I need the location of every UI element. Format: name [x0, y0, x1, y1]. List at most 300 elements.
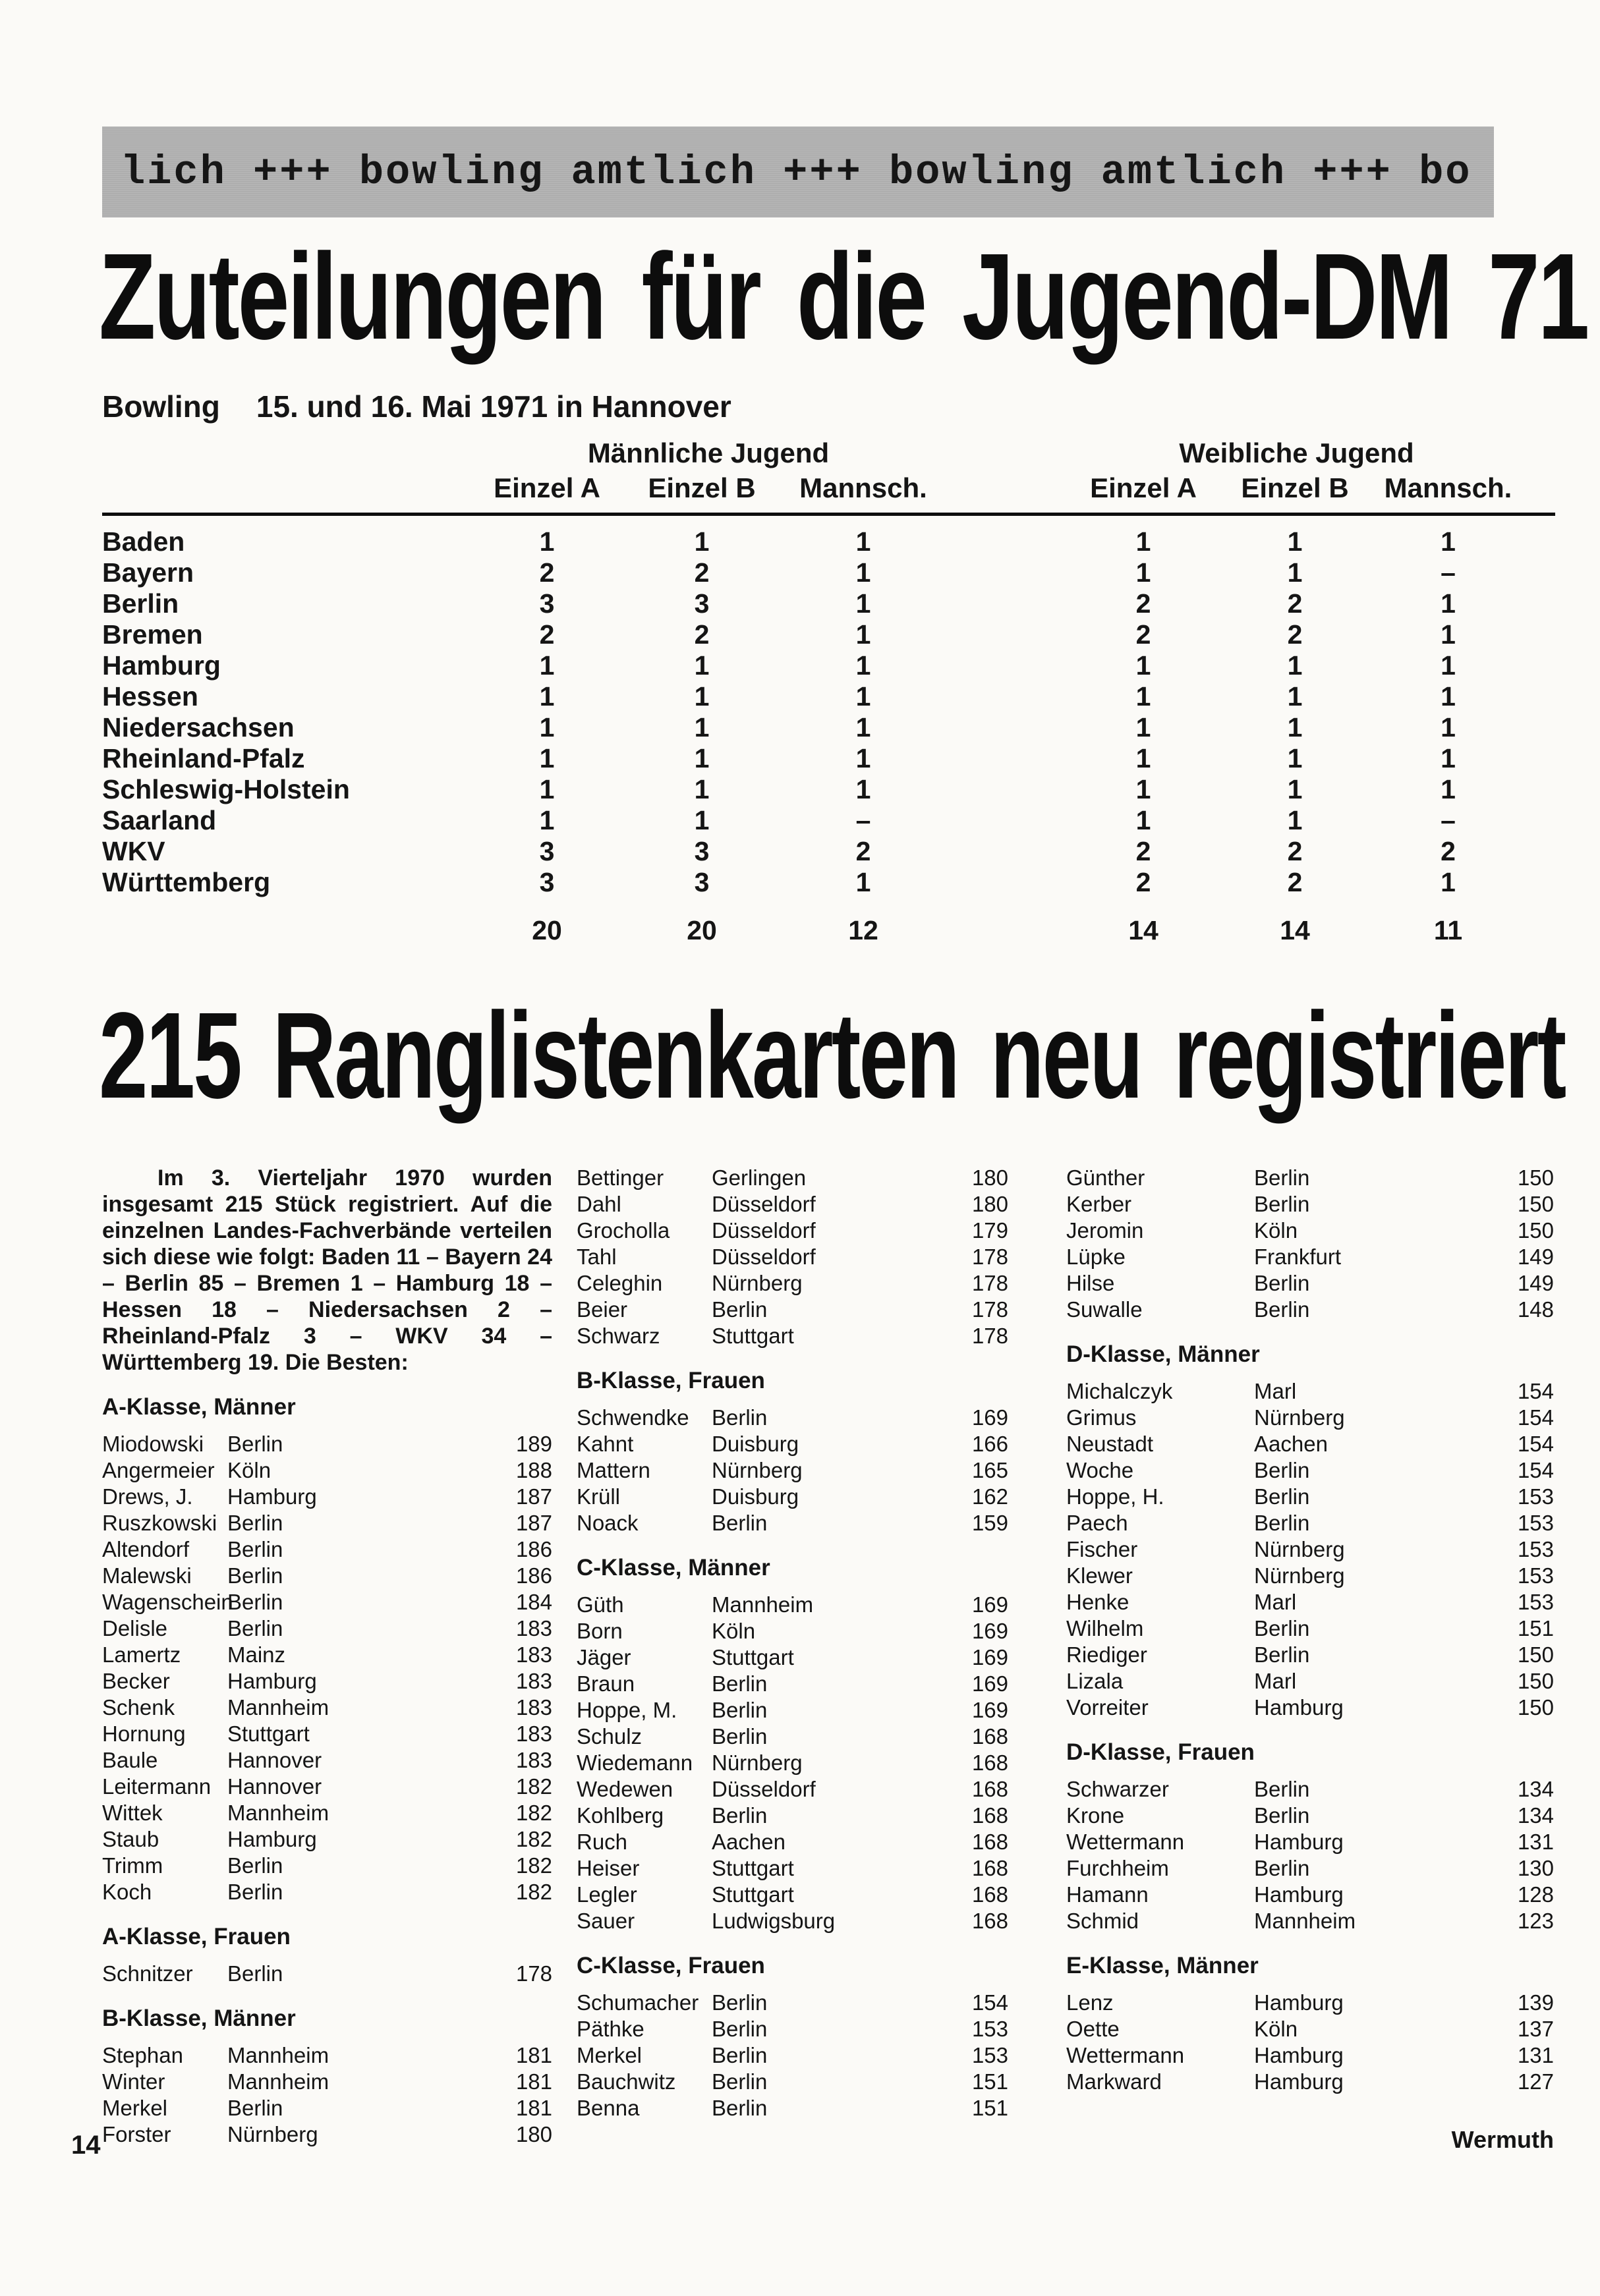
player-city: Berlin: [1254, 1642, 1310, 1667]
ranking-entry: [102, 1642, 552, 1668]
subheader-m-mannsch: Mannsch.: [799, 472, 927, 503]
ranking-entry: [577, 1405, 1008, 1431]
player-city: Mannheim: [227, 1695, 329, 1720]
bundesland-label: Bremen: [102, 619, 203, 650]
player-score: 178: [971, 1297, 1008, 1322]
player-name: Suwalle: [1066, 1297, 1143, 1322]
player-name: Grimus: [1066, 1405, 1137, 1430]
player-score: 182: [515, 1880, 552, 1904]
player-name: Markward: [1066, 2069, 1162, 2094]
player-score: 154: [1517, 1405, 1554, 1430]
w-einzel-a-value: 1: [1135, 557, 1151, 588]
player-name: Krüll: [577, 1484, 621, 1509]
player-name: Schenk: [102, 1695, 175, 1720]
player-name: Päthke: [577, 2017, 644, 2041]
ranking-entry: [102, 1774, 552, 1800]
ranking-entry: [577, 1644, 1008, 1671]
player-city: Berlin: [227, 1880, 283, 1904]
player-name: Ruszkowski: [102, 1511, 217, 1535]
player-city: Berlin: [227, 1961, 283, 1986]
w-einzel-a-value: 1: [1135, 526, 1151, 557]
group-header-weibliche-jugend: Weibliche Jugend: [1179, 437, 1414, 468]
player-score: 153: [1517, 1590, 1554, 1614]
ranking-entry: [577, 1323, 1008, 1349]
ranking-entry: [102, 1536, 552, 1563]
article1-title: Zuteilungen für die Jugend-DM 71: [99, 229, 1588, 365]
player-score: 187: [515, 1511, 552, 1535]
player-city: Hannover: [227, 1748, 322, 1772]
player-name: Wettermann: [1066, 1830, 1185, 1854]
ranking-entry: [577, 1723, 1008, 1750]
ranking-entry: [1066, 1829, 1554, 1855]
player-score: 162: [971, 1484, 1008, 1509]
klasse-header: A-Klasse, Männer: [102, 1394, 296, 1420]
player-name: Dahl: [577, 1192, 621, 1216]
player-name: Wiedemann: [577, 1750, 693, 1775]
total-w-einzel-a: 14: [1128, 915, 1158, 945]
player-city: Köln: [1254, 1218, 1298, 1243]
player-city: Hamburg: [1254, 1882, 1344, 1907]
m-mannsch-value: 1: [855, 774, 871, 804]
player-score: 168: [971, 1724, 1008, 1749]
player-score: 134: [1517, 1777, 1554, 1801]
w-mannsch-value: 1: [1441, 619, 1456, 650]
ranking-entry: [102, 2095, 552, 2121]
player-name: Schwarz: [577, 1324, 660, 1348]
player-score: 182: [515, 1801, 552, 1825]
player-name: Benna: [577, 2096, 640, 2120]
player-score: 183: [515, 1669, 552, 1693]
player-city: Düsseldorf: [712, 1777, 816, 1801]
w-einzel-a-value: 1: [1135, 805, 1151, 835]
klasse-header: D-Klasse, Männer: [1066, 1341, 1260, 1367]
ranking-entry: [577, 1165, 1008, 1191]
m-mannsch-value: 1: [855, 712, 871, 742]
player-city: Berlin: [712, 2096, 768, 2120]
player-name: Altendorf: [102, 1537, 190, 1561]
page-number: 14: [71, 2131, 101, 2160]
ranking-entry: [577, 1990, 1008, 2016]
player-name: Wagenschein: [102, 1590, 233, 1614]
player-score: 181: [515, 2069, 552, 2094]
player-score: 153: [1517, 1563, 1554, 1588]
subheader-w-mannsch: Mannsch.: [1384, 472, 1512, 503]
player-score: 181: [515, 2096, 552, 2120]
player-score: 178: [971, 1324, 1008, 1348]
ticker-banner: [102, 126, 1494, 217]
ranking-entry: [102, 1457, 552, 1484]
ranking-entry: [1066, 1510, 1554, 1536]
w-mannsch-value: –: [1441, 805, 1456, 835]
player-score: 127: [1517, 2069, 1554, 2094]
player-score: 151: [971, 2069, 1008, 2094]
w-mannsch-value: –: [1441, 557, 1456, 588]
player-name: Lamertz: [102, 1642, 181, 1667]
allocation-table-row: [102, 681, 1555, 712]
player-name: Legler: [577, 1882, 637, 1907]
player-city: Berlin: [227, 1563, 283, 1588]
player-city: Berlin: [1254, 1856, 1310, 1880]
ranking-entry: [102, 1589, 552, 1615]
player-city: Berlin: [712, 1297, 768, 1322]
ranking-entry: [577, 1776, 1008, 1803]
w-einzel-a-value: 1: [1135, 712, 1151, 742]
ranking-entry: [1066, 2042, 1554, 2069]
player-name: Bettinger: [577, 1165, 664, 1190]
player-city: Duisburg: [712, 1432, 799, 1456]
article1-headline: [99, 229, 1600, 365]
w-mannsch-value: 1: [1441, 650, 1456, 681]
player-name: Baule: [102, 1748, 158, 1772]
player-name: Forster: [102, 2122, 171, 2146]
ranking-entry: [1066, 1990, 1554, 2016]
player-score: 189: [515, 1432, 552, 1456]
article2-headline: [99, 988, 1600, 1124]
player-name: Merkel: [102, 2096, 168, 2120]
player-name: Staub: [102, 1827, 159, 1851]
player-name: Jeromin: [1066, 1218, 1144, 1243]
ranking-entry: [102, 1615, 552, 1642]
m-mannsch-value: 1: [855, 526, 871, 557]
m-einzel-b-value: 1: [694, 805, 710, 835]
player-city: Hamburg: [227, 1827, 317, 1851]
player-name: Kerber: [1066, 1192, 1132, 1216]
allocation-table: [102, 436, 1555, 946]
ranking-entry: [1066, 1536, 1554, 1563]
player-name: Krone: [1066, 1803, 1125, 1828]
m-mannsch-value: 1: [855, 588, 871, 619]
player-name: Klewer: [1066, 1563, 1133, 1588]
player-city: Aachen: [1254, 1432, 1328, 1456]
bundesland-label: Bayern: [102, 557, 194, 588]
bundesland-label: Hessen: [102, 681, 198, 712]
ranking-entry: [577, 1270, 1008, 1297]
player-city: Duisburg: [712, 1484, 799, 1509]
player-name: Braun: [577, 1671, 635, 1696]
ranking-column-2: [577, 1165, 1008, 2121]
m-einzel-b-value: 3: [694, 836, 710, 866]
article1-subtitle: [102, 389, 731, 424]
table-rule: [102, 513, 1555, 516]
player-city: Marl: [1254, 1379, 1297, 1403]
klasse-header: E-Klasse, Männer: [1066, 1953, 1259, 1978]
ranking-entry: [102, 1826, 552, 1853]
player-score: 181: [515, 2043, 552, 2067]
player-city: Berlin: [712, 2017, 768, 2041]
player-city: Nürnberg: [1254, 1563, 1345, 1588]
ranking-entry: [1066, 1694, 1554, 1721]
ranking-entry: [1066, 1563, 1554, 1589]
player-name: Miodowski: [102, 1432, 204, 1456]
ranking-entry: [1066, 1484, 1554, 1510]
player-score: 130: [1517, 1856, 1554, 1880]
player-score: 180: [515, 2122, 552, 2146]
player-score: 166: [971, 1432, 1008, 1456]
player-score: 182: [515, 1774, 552, 1799]
subheader-w-einzel-b: Einzel B: [1241, 472, 1349, 503]
player-score: 183: [515, 1695, 552, 1720]
ranking-entry: [1066, 1882, 1554, 1908]
subtitle-date: 15. und 16. Mai 1971 in Hannover: [256, 389, 731, 424]
klasse-header: B-Klasse, Männer: [102, 2005, 296, 2031]
player-score: 180: [971, 1165, 1008, 1190]
player-score: 149: [1517, 1271, 1554, 1295]
player-name: Mattern: [577, 1458, 650, 1482]
player-score: 178: [971, 1245, 1008, 1269]
player-score: 183: [515, 1616, 552, 1640]
subtitle-sport: Bowling: [102, 389, 220, 424]
player-city: Hamburg: [1254, 1695, 1344, 1720]
total-m-mannsch: 12: [848, 915, 878, 945]
player-score: 182: [515, 1827, 552, 1851]
player-name: Wedewen: [577, 1777, 673, 1801]
player-city: Frankfurt: [1254, 1245, 1342, 1269]
player-score: 148: [1517, 1297, 1554, 1322]
player-score: 153: [1517, 1511, 1554, 1535]
klasse-header: D-Klasse, Frauen: [1066, 1739, 1255, 1765]
ranking-entry: [1066, 1378, 1554, 1405]
ranking-entry: [577, 1750, 1008, 1776]
ranking-entry: [102, 1961, 552, 1987]
player-score: 186: [515, 1563, 552, 1588]
m-einzel-b-value: 3: [694, 588, 710, 619]
w-einzel-b-value: 1: [1287, 557, 1303, 588]
m-einzel-a-value: 3: [539, 867, 555, 897]
total-w-mannsch: 11: [1433, 915, 1463, 945]
player-score: 182: [515, 1853, 552, 1878]
w-einzel-b-value: 2: [1287, 619, 1303, 650]
w-mannsch-value: 1: [1441, 774, 1456, 804]
player-city: Mannheim: [227, 2043, 329, 2067]
player-city: Berlin: [1254, 1484, 1310, 1509]
player-score: 168: [971, 1803, 1008, 1828]
w-einzel-a-value: 1: [1135, 681, 1151, 712]
bundesland-label: Schleswig-Holstein: [102, 774, 350, 804]
player-score: 150: [1517, 1695, 1554, 1720]
ranking-entry: [577, 1855, 1008, 1882]
player-city: Berlin: [1254, 1616, 1310, 1640]
allocation-table-row: [102, 836, 1555, 867]
m-einzel-a-value: 3: [539, 588, 555, 619]
player-city: Nürnberg: [227, 2122, 318, 2146]
player-name: Schwarzer: [1066, 1777, 1169, 1801]
player-city: Stuttgart: [712, 1856, 794, 1880]
player-city: Düsseldorf: [712, 1218, 816, 1243]
player-score: 169: [971, 1592, 1008, 1617]
w-einzel-b-value: 1: [1287, 774, 1303, 804]
allocation-table-row: [102, 774, 1555, 805]
player-name: Oette: [1066, 2017, 1120, 2041]
player-name: Beier: [577, 1297, 628, 1322]
allocation-table-row: [102, 526, 1555, 557]
w-einzel-a-value: 1: [1135, 743, 1151, 773]
w-mannsch-value: 1: [1441, 743, 1456, 773]
player-score: 187: [515, 1484, 552, 1509]
ranking-entry: [577, 1191, 1008, 1218]
player-name: Hornung: [102, 1722, 186, 1746]
player-score: 183: [515, 1722, 552, 1746]
w-einzel-b-value: 1: [1287, 526, 1303, 557]
subheader-w-einzel-a: Einzel A: [1090, 472, 1197, 503]
m-einzel-b-value: 1: [694, 526, 710, 557]
m-einzel-a-value: 1: [539, 712, 555, 742]
m-mannsch-value: 1: [855, 619, 871, 650]
player-score: 169: [971, 1405, 1008, 1430]
player-city: Berlin: [712, 1405, 768, 1430]
ranking-entry: [577, 1510, 1008, 1536]
player-name: Lizala: [1066, 1669, 1124, 1693]
m-einzel-b-value: 1: [694, 650, 710, 681]
ranking-entry: [1066, 1589, 1554, 1615]
player-name: Kohlberg: [577, 1803, 664, 1828]
player-city: Hamburg: [1254, 1830, 1344, 1854]
player-name: Born: [577, 1619, 623, 1643]
player-name: Angermeier: [102, 1458, 215, 1482]
allocation-group-header-row: [102, 436, 1555, 470]
player-name: Paech: [1066, 1511, 1128, 1535]
player-city: Mannheim: [1254, 1909, 1356, 1933]
m-einzel-a-value: 1: [539, 774, 555, 804]
ranking-entry: [577, 1803, 1008, 1829]
player-score: 188: [515, 1458, 552, 1482]
player-city: Berlin: [1254, 1511, 1310, 1535]
player-score: 168: [971, 1856, 1008, 1880]
klasse-header: B-Klasse, Frauen: [577, 1368, 765, 1393]
player-score: 183: [515, 1642, 552, 1667]
ranking-entry: [577, 1618, 1008, 1644]
ranking-entry: [102, 1563, 552, 1589]
player-score: 150: [1517, 1192, 1554, 1216]
w-einzel-b-value: 2: [1287, 867, 1303, 897]
bundesland-label: WKV: [102, 836, 165, 866]
allocation-totals-row: [102, 915, 1555, 946]
player-city: Nürnberg: [1254, 1537, 1345, 1561]
w-einzel-b-value: 2: [1287, 836, 1303, 866]
subheader-m-einzel-a: Einzel A: [494, 472, 600, 503]
player-name: Riediger: [1066, 1642, 1147, 1667]
player-name: Winter: [102, 2069, 165, 2094]
player-score: 178: [971, 1271, 1008, 1295]
player-city: Mannheim: [712, 1592, 814, 1617]
ranking-entry: [1066, 1803, 1554, 1829]
w-einzel-b-value: 2: [1287, 588, 1303, 619]
player-name: Becker: [102, 1669, 170, 1693]
player-city: Berlin: [227, 1537, 283, 1561]
w-einzel-b-value: 1: [1287, 650, 1303, 681]
ranking-entry: [102, 1668, 552, 1694]
player-city: Berlin: [712, 1698, 768, 1722]
group-header-maennliche-jugend: Männliche Jugend: [587, 437, 830, 468]
player-name: Delisle: [102, 1616, 168, 1640]
player-name: Celeghin: [577, 1271, 663, 1295]
allocation-table-row: [102, 588, 1555, 619]
m-einzel-a-value: 2: [539, 557, 555, 588]
ranking-entry: [1066, 1642, 1554, 1668]
player-city: Nürnberg: [712, 1750, 803, 1775]
player-name: Fischer: [1066, 1537, 1138, 1561]
ranking-entry: [102, 2121, 552, 2148]
m-mannsch-value: –: [855, 805, 871, 835]
player-city: Berlin: [1254, 1271, 1310, 1295]
ranking-entry: [1066, 1244, 1554, 1270]
w-mannsch-value: 1: [1441, 526, 1456, 557]
ranking-entry: [577, 2016, 1008, 2042]
ranking-entry: [102, 1879, 552, 1905]
m-einzel-b-value: 3: [694, 867, 710, 897]
total-m-einzel-a: 20: [532, 915, 562, 945]
player-city: Hamburg: [227, 1484, 317, 1509]
ranking-column-3: [1066, 1165, 1554, 2153]
player-name: Henke: [1066, 1590, 1129, 1614]
ranking-entry: [577, 1297, 1008, 1323]
player-city: Berlin: [1254, 1297, 1310, 1322]
ranking-entry: [102, 2042, 552, 2069]
player-score: 183: [515, 1748, 552, 1772]
ranking-entry: [577, 1457, 1008, 1484]
player-name: Malewski: [102, 1563, 192, 1588]
m-einzel-a-value: 2: [539, 619, 555, 650]
player-score: 169: [971, 1698, 1008, 1722]
ranking-entry: [102, 1853, 552, 1879]
player-name: Neustadt: [1066, 1432, 1154, 1456]
m-einzel-b-value: 2: [694, 619, 710, 650]
player-city: Berlin: [712, 1990, 768, 2015]
ranking-entry: [1066, 1615, 1554, 1642]
ranking-entry: [577, 2042, 1008, 2069]
player-city: Berlin: [712, 1803, 768, 1828]
player-name: Wittek: [102, 1801, 163, 1825]
player-city: Gerlingen: [712, 1165, 807, 1190]
player-score: 131: [1517, 1830, 1554, 1854]
ranking-entry: [577, 1671, 1008, 1697]
subheader-m-einzel-b: Einzel B: [648, 472, 756, 503]
author-byline: Wermuth: [1451, 2126, 1554, 2153]
player-score: 131: [1517, 2043, 1554, 2067]
player-score: 168: [971, 1882, 1008, 1907]
total-m-einzel-b: 20: [687, 915, 717, 945]
klasse-header: A-Klasse, Frauen: [102, 1924, 291, 1949]
player-name: Schwendke: [577, 1405, 689, 1430]
player-name: Noack: [577, 1511, 639, 1535]
ranking-entry: [577, 1697, 1008, 1723]
player-city: Berlin: [1254, 1165, 1310, 1190]
klasse-header: C-Klasse, Frauen: [577, 1953, 765, 1978]
player-name: Schulz: [577, 1724, 643, 1749]
player-city: Düsseldorf: [712, 1245, 816, 1269]
player-score: 168: [971, 1830, 1008, 1854]
m-einzel-b-value: 2: [694, 557, 710, 588]
w-einzel-a-value: 1: [1135, 650, 1151, 681]
ticker-text: lich +++ bowling amtlich +++ bowling amtlich +++ bo: [121, 148, 1472, 196]
ranking-entry: [577, 2069, 1008, 2095]
m-einzel-a-value: 1: [539, 526, 555, 557]
ranking-entry: [577, 1829, 1008, 1855]
player-city: Berlin: [712, 1671, 768, 1696]
m-einzel-a-value: 1: [539, 681, 555, 712]
player-city: Stuttgart: [227, 1722, 310, 1746]
player-name: Güth: [577, 1592, 624, 1617]
player-score: 179: [971, 1218, 1008, 1243]
m-mannsch-value: 1: [855, 743, 871, 773]
player-name: Lüpke: [1066, 1245, 1126, 1269]
m-mannsch-value: 1: [855, 681, 871, 712]
ranking-entry: [102, 1694, 552, 1721]
player-city: Köln: [1254, 2017, 1298, 2041]
player-name: Hamann: [1066, 1882, 1149, 1907]
player-name: Schnitzer: [102, 1961, 193, 1986]
m-einzel-a-value: 1: [539, 650, 555, 681]
player-name: Sauer: [577, 1909, 635, 1933]
